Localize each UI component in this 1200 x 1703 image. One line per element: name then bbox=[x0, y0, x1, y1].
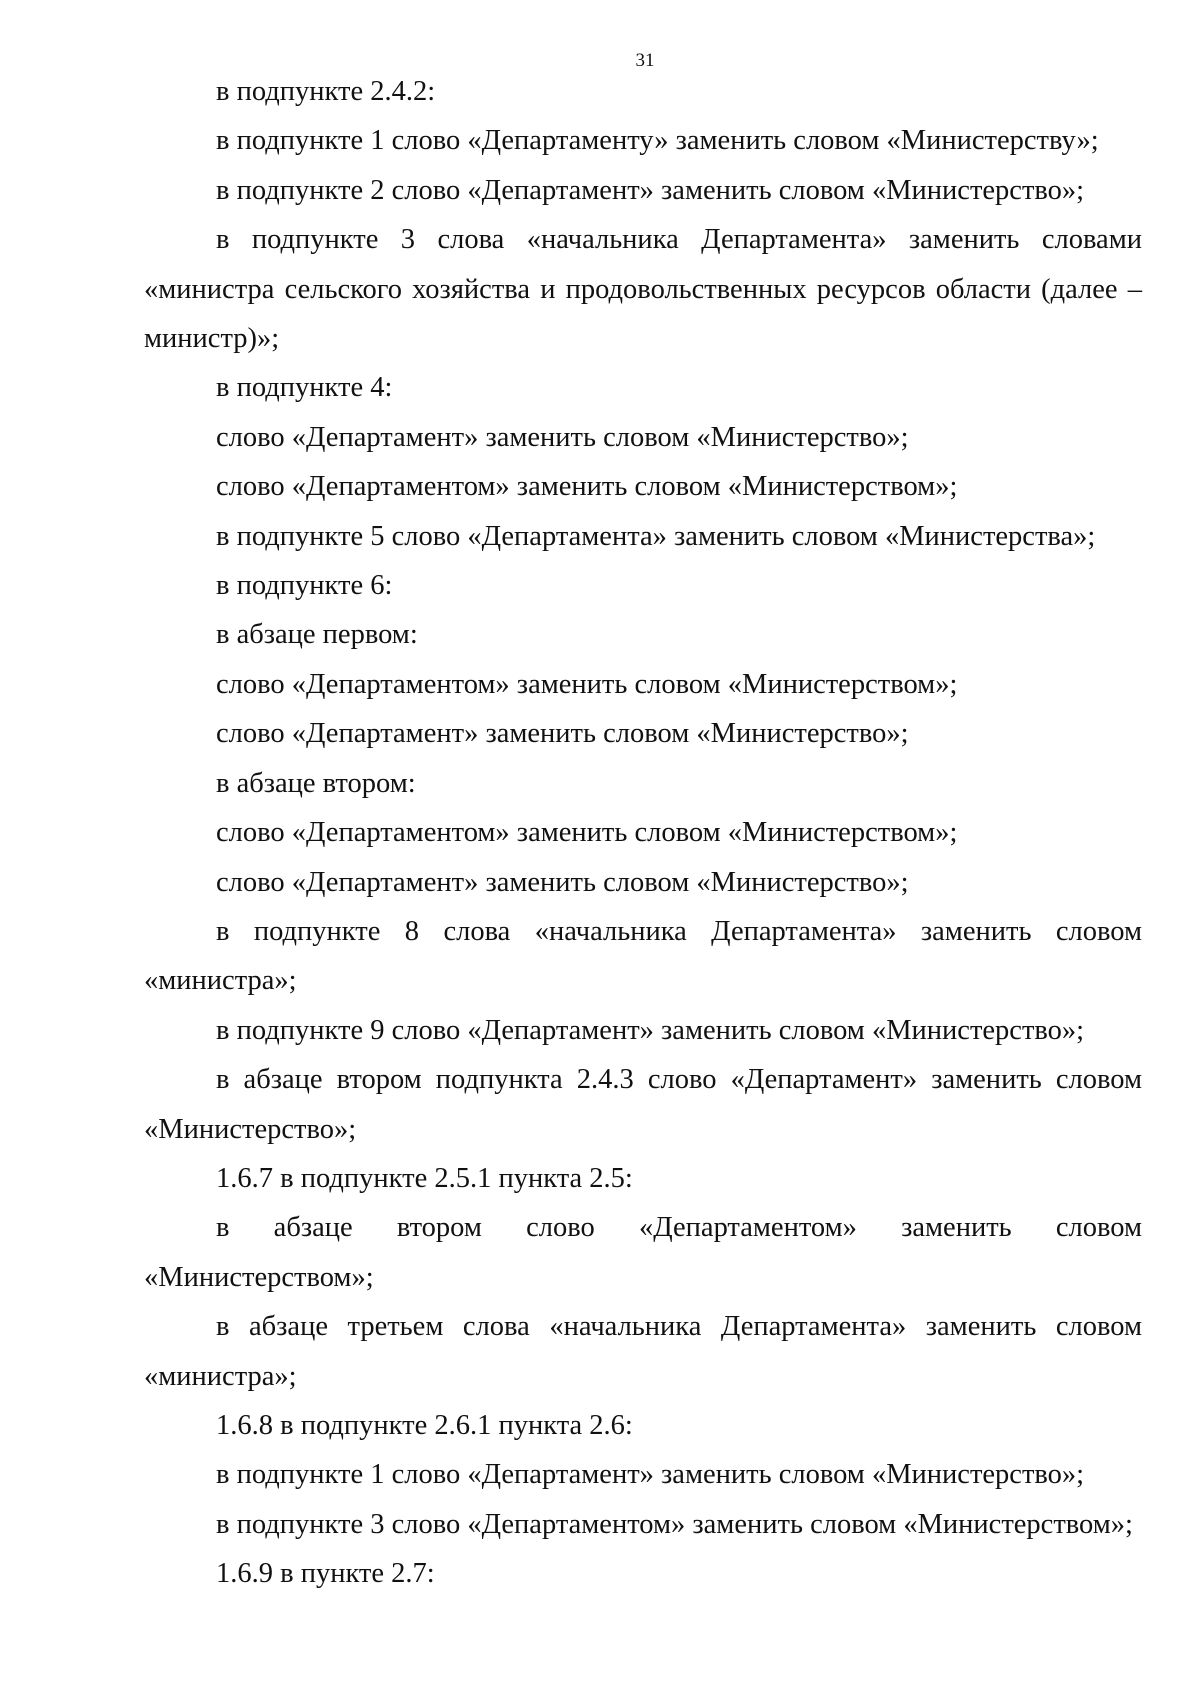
paragraph: в подпункте 1 слово «Департаменту» заменить словом «Министерству»; bbox=[216, 125, 1099, 157]
paragraph: в подпункте 9 слово «Департамент» заменить словом «Министерство»; bbox=[216, 1014, 1085, 1046]
paragraph: 1.6.7 в подпункте 2.5.1 пункта 2.5: bbox=[216, 1162, 633, 1194]
paragraph: в абзаце втором: bbox=[216, 767, 416, 799]
paragraph: слово «Департаментом» заменить словом «Министерством»; bbox=[216, 668, 958, 700]
paragraph: в подпункте 6: bbox=[216, 570, 393, 602]
paragraph: в абзаце первом: bbox=[216, 619, 418, 651]
document-body bbox=[144, 67, 1142, 1599]
paragraph: в абзаце втором подпункта 2.4.3 слово «Департамент» заменить словом «Министерство»; bbox=[144, 1064, 1142, 1145]
paragraph: в подпункте 8 слова «начальника Департамента» заменить словом «министра»; bbox=[144, 915, 1142, 997]
page-number: 31 bbox=[635, 50, 655, 71]
paragraph: слово «Департамент» заменить словом «Министерство»; bbox=[216, 421, 909, 453]
paragraph: в абзаце втором слово «Департаментом» заменить словом «Министерством»; bbox=[144, 1212, 1142, 1293]
paragraph: 1.6.8 в подпункте 2.6.1 пункта 2.6: bbox=[216, 1409, 633, 1441]
paragraph: слово «Департамент» заменить словом «Министерство»; bbox=[216, 718, 909, 750]
paragraph: в подпункте 4: bbox=[216, 372, 393, 404]
paragraph: в абзаце третьем слова «начальника Департамента» заменить словом «министра»; bbox=[144, 1311, 1142, 1392]
paragraph: слово «Департаментом» заменить словом «Министерством»; bbox=[216, 817, 958, 849]
paragraph: слово «Департамент» заменить словом «Министерство»; bbox=[216, 866, 909, 898]
paragraph: в подпункте 2 слово «Департамент» заменить словом «Министерство»; bbox=[216, 174, 1085, 206]
paragraph: в подпункте 5 слово «Департамента» заменить словом «Министерства»; bbox=[216, 520, 1096, 552]
paragraph: в подпункте 3 слова «начальника Департамента» заменить словами «министра сельского хозяйства и продовольственных ресурсов области (далее – министр)»; bbox=[144, 224, 1142, 355]
paragraph: слово «Департаментом» заменить словом «Министерством»; bbox=[216, 471, 958, 503]
paragraph: 1.6.9 в пункте 2.7: bbox=[216, 1558, 435, 1590]
paragraph: в подпункте 1 слово «Департамент» заменить словом «Министерство»; bbox=[216, 1459, 1085, 1491]
paragraph: в подпункте 3 слово «Департаментом» заменить словом «Министерством»; bbox=[216, 1508, 1133, 1540]
paragraph: в подпункте 2.4.2: bbox=[216, 76, 436, 107]
